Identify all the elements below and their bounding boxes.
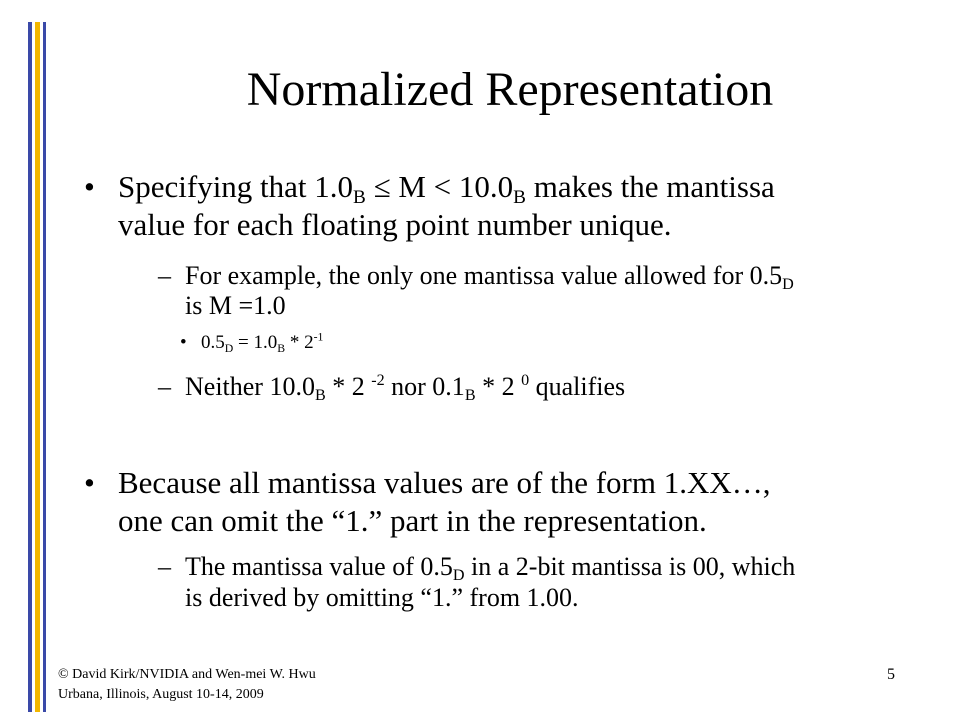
dash-marker: –	[158, 261, 171, 290]
sub-bullet-mantissa-line2: is derived by omitting “1.” from 1.00.	[185, 583, 579, 612]
bullet2-line2: one can omit the “1.” part in the representation.	[118, 503, 707, 538]
slide-title: Normalized Representation	[246, 63, 774, 116]
bullet2-line1: Because all mantissa values are of the form 1.XX…,	[118, 465, 771, 500]
left-stripe-blue-inner	[43, 22, 46, 712]
footer-credit	[58, 665, 316, 705]
bullet-marker: •	[84, 465, 95, 500]
dash-marker: –	[158, 552, 171, 581]
sub-bullet-neither: Neither $10.0_B * 2$ $^{-2}$ nor $0.1_B * 2$ $^0$ qualifies	[185, 372, 626, 405]
bullet1-line1: Specifying that $1.0_B \le M < 10.0_B$ makes the mantissa	[118, 169, 775, 209]
footer-credit-line2: Urbana, Illinois, August 10-14, 2009	[58, 687, 264, 702]
dash-marker: –	[158, 372, 171, 401]
left-stripe-blue	[28, 22, 32, 712]
sub-bullet-mantissa-line1: The mantissa value of $0.5_D$ in a 2-bit mantissa is 00, which	[185, 552, 796, 585]
bullet-marker: •	[180, 332, 187, 353]
page-number: 5	[887, 666, 895, 683]
sub-bullet-example-line1: For example, the only one mantissa value allowed for $0.5_D$	[185, 261, 794, 294]
sub-sub-bullet-formula: $0.5_D = 1.0_B * 2^{-1}$	[201, 330, 324, 355]
bullet-marker: •	[84, 169, 95, 204]
footer-credit-line1: © David Kirk/NVIDIA and Wen-mei W. Hwu	[58, 667, 316, 682]
left-stripe-gold	[35, 22, 40, 712]
bullet1-line2: value for each floating point number unique.	[118, 207, 672, 242]
sub-bullet-example-line2: is M =1.0	[185, 291, 286, 320]
